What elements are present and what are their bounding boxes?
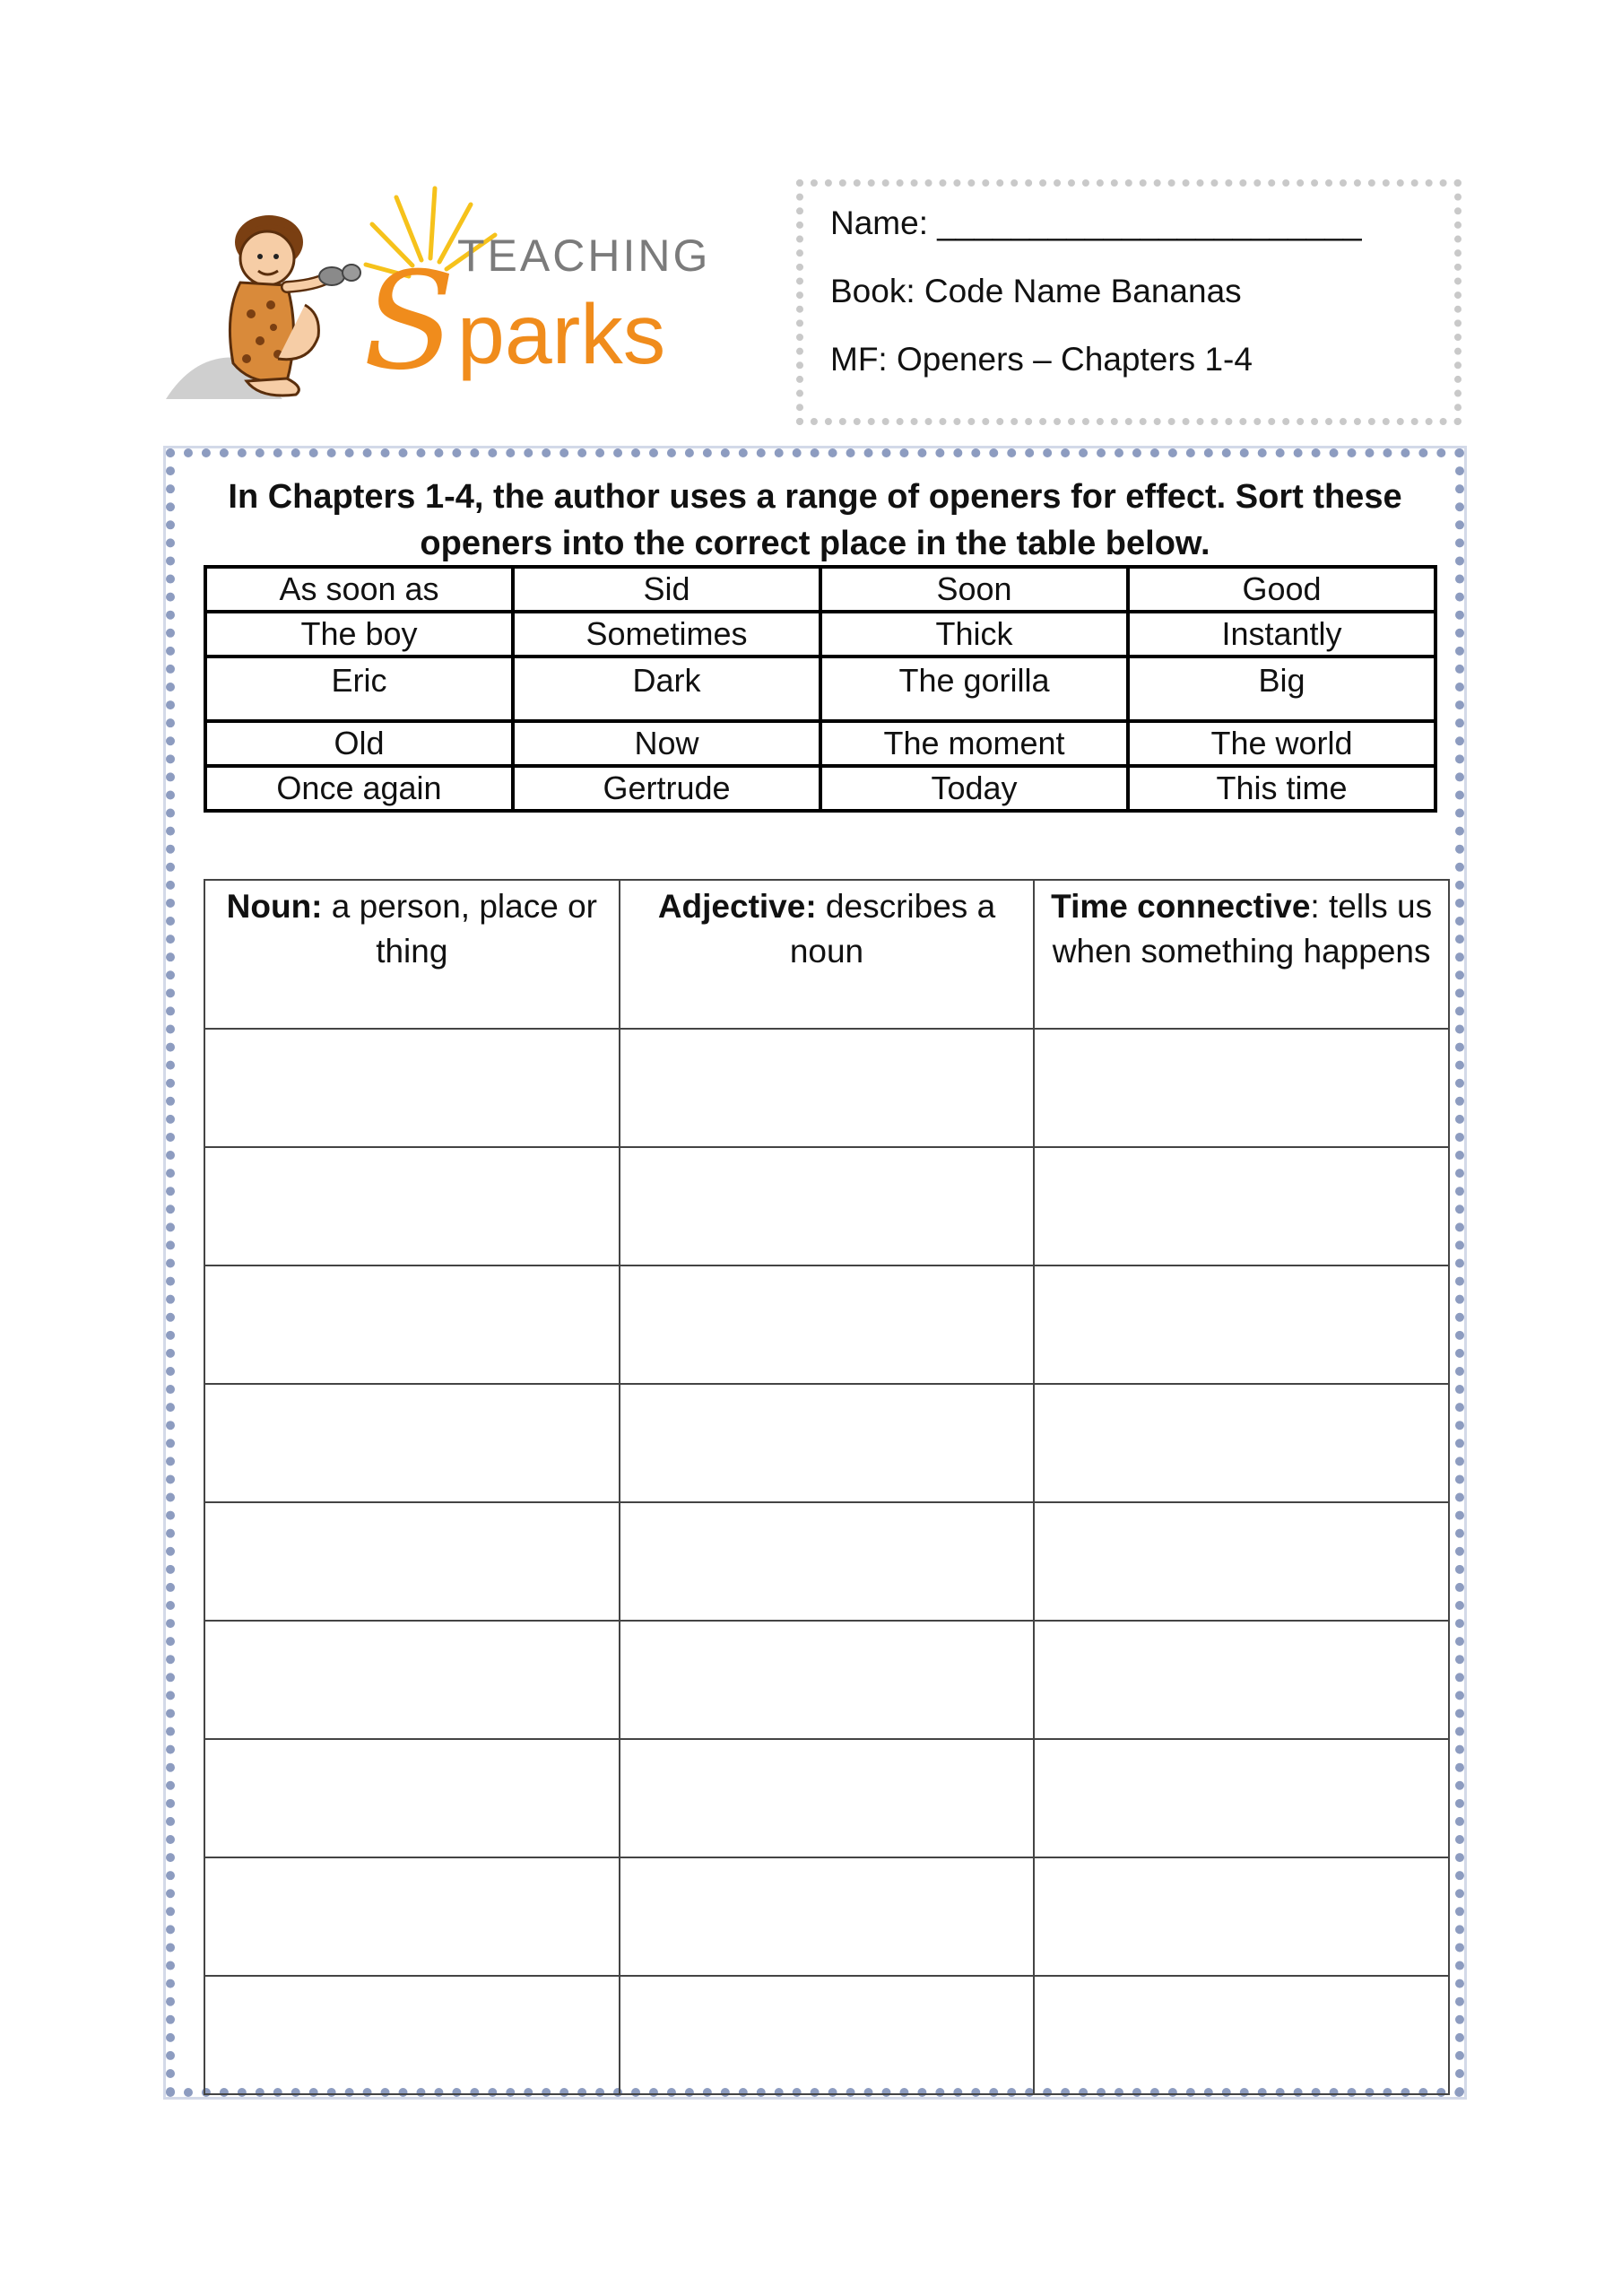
openers-row [205, 657, 1436, 721]
answer-cell[interactable] [204, 1621, 620, 1739]
opener-cell: Eric [205, 657, 513, 721]
answer-cell[interactable] [620, 1976, 1035, 2094]
time-connective-definition: : tells us when something happens [1052, 888, 1433, 970]
answer-cell[interactable] [1034, 1739, 1449, 1857]
opener-cell: Old [205, 721, 513, 766]
opener-cell: The gorilla [820, 657, 1128, 721]
noun-column-header [204, 880, 620, 1029]
opener-cell: Dark [513, 657, 820, 721]
answer-row [204, 1739, 1449, 1857]
answer-cell[interactable] [204, 1976, 620, 2094]
answer-cell[interactable] [1034, 1857, 1449, 1976]
teaching-sparks-logo [161, 179, 762, 422]
answer-cell[interactable] [620, 1384, 1035, 1502]
openers-row [205, 721, 1436, 766]
answer-cell[interactable] [1034, 1976, 1449, 2094]
opener-cell: The moment [820, 721, 1128, 766]
answer-cell[interactable] [204, 1857, 620, 1976]
openers-row [205, 567, 1436, 612]
openers-table [204, 565, 1437, 813]
logo-teaching-text: TEACHING [457, 230, 711, 281]
openers-row [205, 612, 1436, 657]
answer-cell[interactable] [1034, 1265, 1449, 1384]
answer-cell[interactable] [1034, 1621, 1449, 1739]
answer-cell[interactable] [204, 1739, 620, 1857]
logo-graphic [161, 179, 762, 422]
logo-parks-text: parks [457, 287, 666, 382]
book-title: Book: Code Name Bananas [830, 273, 1242, 309]
sorting-table-body [204, 1029, 1449, 2094]
answer-cell[interactable] [620, 1739, 1035, 1857]
answer-row [204, 1976, 1449, 2094]
answer-cell[interactable] [620, 1029, 1035, 1147]
noun-definition: a person, place or thing [322, 888, 597, 970]
name-field[interactable]: Name: _______________________ [830, 204, 1362, 241]
opener-cell: Once again [205, 766, 513, 811]
opener-cell: Thick [820, 612, 1128, 657]
instructions-text: In Chapters 1-4, the author uses a range of openers for effect. Sort these openers into the correct place in the table below. [228, 478, 1402, 562]
answer-cell[interactable] [204, 1384, 620, 1502]
noun-label: Noun: [226, 888, 323, 925]
time-connective-label: Time connective [1051, 888, 1311, 925]
adjective-definition: describes a noun [789, 888, 996, 970]
answer-row [204, 1621, 1449, 1739]
opener-cell: This time [1128, 766, 1436, 811]
opener-cell: Gertrude [513, 766, 820, 811]
opener-cell: The world [1128, 721, 1436, 766]
answer-cell[interactable] [620, 1265, 1035, 1384]
answer-row [204, 1147, 1449, 1265]
answer-cell[interactable] [204, 1502, 620, 1621]
opener-cell: Sometimes [513, 612, 820, 657]
answer-cell[interactable] [1034, 1384, 1449, 1502]
answer-row [204, 1384, 1449, 1502]
adjective-label: Adjective: [657, 888, 817, 925]
answer-cell[interactable] [1034, 1029, 1449, 1147]
opener-cell: Big [1128, 657, 1436, 721]
answer-cell[interactable] [1034, 1502, 1449, 1621]
opener-cell: Today [820, 766, 1128, 811]
worksheet-frame [166, 448, 1464, 2097]
answer-cell[interactable] [204, 1265, 620, 1384]
sorting-header-row [204, 880, 1449, 1029]
answer-cell[interactable] [620, 1621, 1035, 1739]
answer-cell[interactable] [204, 1029, 620, 1147]
student-info-box [796, 179, 1462, 425]
answer-cell[interactable] [620, 1857, 1035, 1976]
opener-cell: Good [1128, 567, 1436, 612]
opener-cell: Instantly [1128, 612, 1436, 657]
opener-cell: Soon [820, 567, 1128, 612]
opener-cell: As soon as [205, 567, 513, 612]
worksheet-subtitle: MF: Openers – Chapters 1-4 [830, 341, 1253, 378]
answer-row [204, 1857, 1449, 1976]
time-connective-column-header [1034, 880, 1449, 1029]
answer-row [204, 1265, 1449, 1384]
answer-cell[interactable] [620, 1147, 1035, 1265]
adjective-column-header [620, 880, 1035, 1029]
answer-cell[interactable] [204, 1147, 620, 1265]
opener-cell: Now [513, 721, 820, 766]
answer-row [204, 1502, 1449, 1621]
answer-row [204, 1029, 1449, 1147]
sorting-table [204, 879, 1450, 2095]
opener-cell: The boy [205, 612, 513, 657]
logo-s-letter: S [363, 244, 455, 400]
answer-cell[interactable] [620, 1502, 1035, 1621]
answer-cell[interactable] [1034, 1147, 1449, 1265]
caveman-icon [230, 215, 360, 396]
opener-cell: Sid [513, 567, 820, 612]
openers-row [205, 766, 1436, 811]
